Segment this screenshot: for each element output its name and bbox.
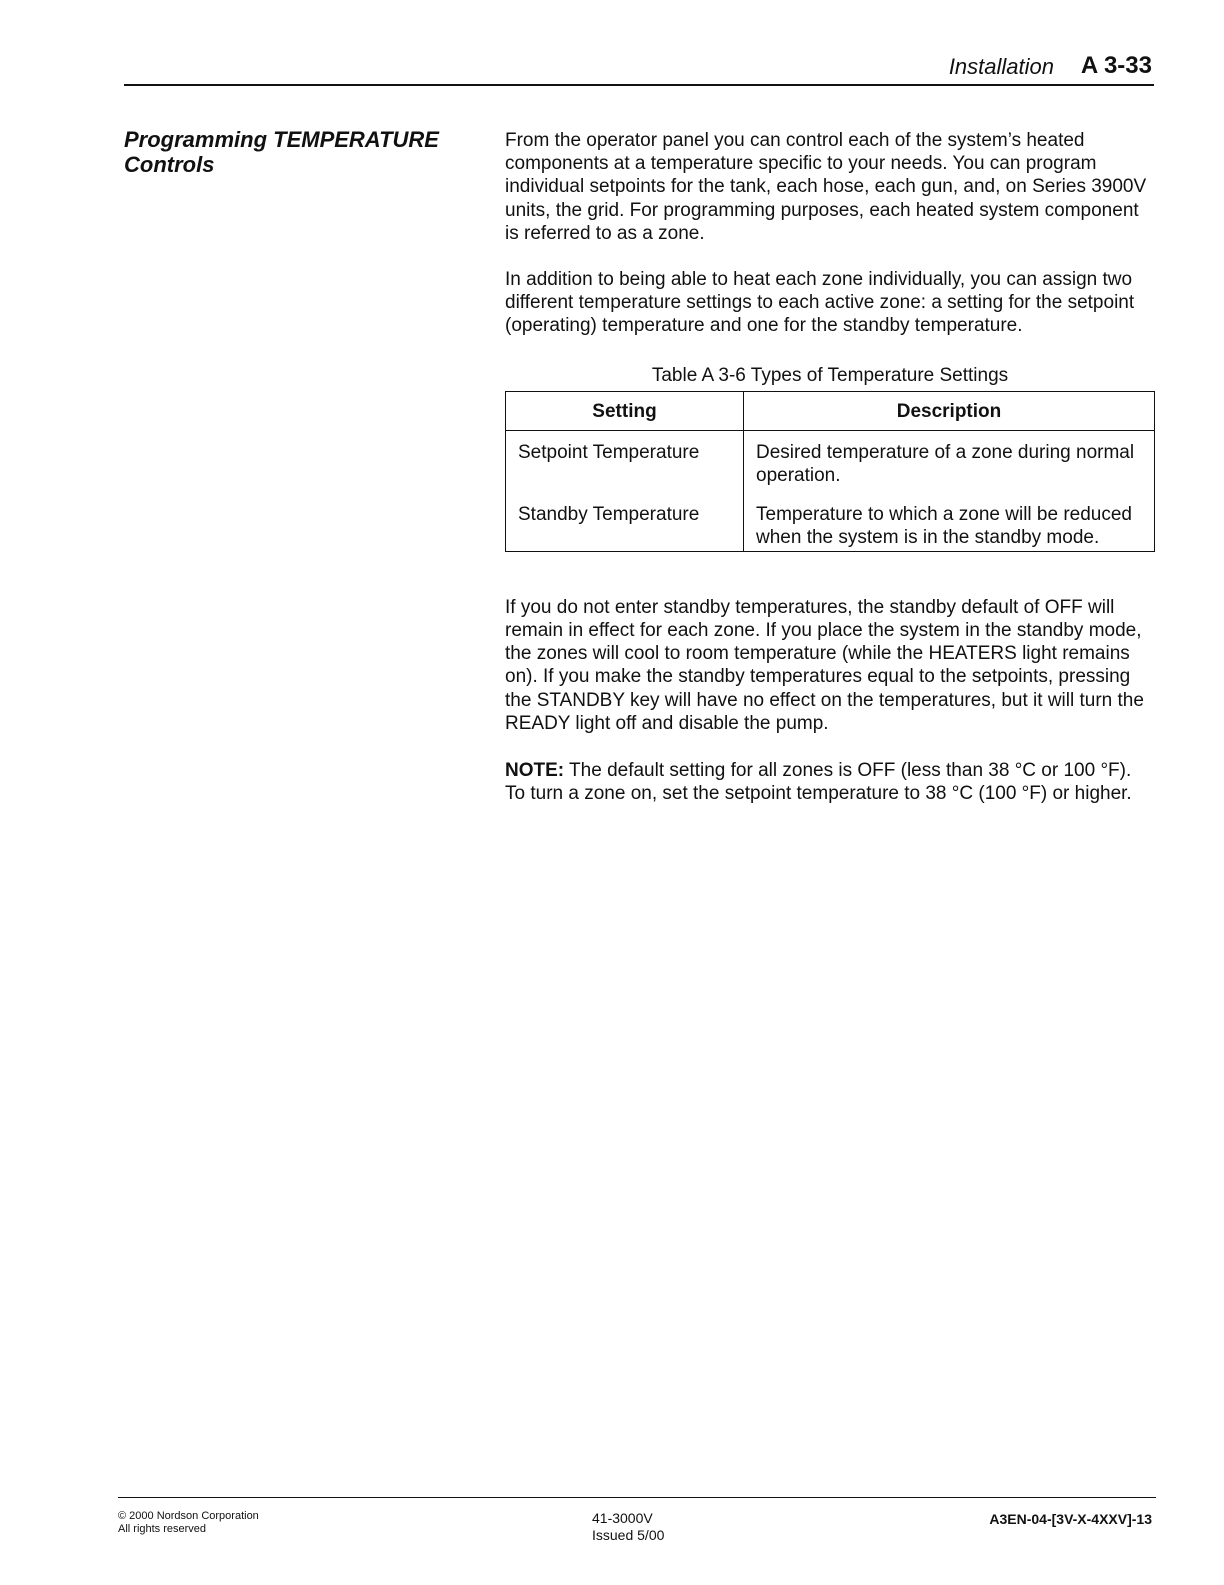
note-text: The default setting for all zones is OFF (less than 38 °C or 100 °F). To turn a zone on, set the setpoint temperature to 38 °C (100 °F) or higher. [505, 760, 1132, 805]
footer-doc-block [592, 1510, 664, 1544]
note-paragraph [505, 759, 1155, 805]
section-title-line1: Programming TEMPERATURE [124, 127, 439, 152]
table-cell-description: Desired temperature of a zone during normal operation. [756, 441, 1135, 486]
table-caption: Table A 3-6 Types of Temperature Settings [651, 364, 1009, 386]
footer-copyright: © 2000 Nordson Corporation [118, 1510, 259, 1522]
page-footer [118, 1497, 1156, 1548]
table-header-setting: Setting [506, 391, 744, 430]
header-page-number: A 3-33 [1080, 52, 1152, 79]
footer-issued: Issued 5/00 [592, 1527, 665, 1543]
temperature-settings-table [505, 391, 1155, 552]
table-row [506, 503, 1155, 552]
table-header-row [506, 391, 1155, 430]
standby-paragraph: If you do not enter standby temperatures, the standby default of OFF will remain in effect for each zone. If you place the system in the standby mode, the zones will cool to room temperature (while the HEATERS light remains on). If you make the standby temperatures equal to the setpoints, pressing the STANDBY key will have no effect on the temperatures, but it will turn the READY light off and disable the pump. [505, 596, 1144, 734]
footer-code: A3EN-04-[3V-X-4XXV]-13 [989, 1511, 1152, 1527]
section-title [124, 127, 464, 177]
note-label: NOTE: [505, 760, 565, 782]
settings-paragraph: In addition to being able to heat each zone individually, you can assign two different temperature settings to each active zone: a setting for the setpoint (operating) temperature and one for the standby temperature. [505, 269, 1135, 337]
footer-rights: All rights reserved [118, 1523, 207, 1535]
table-header-description: Description [744, 391, 1155, 430]
footer-copyright-block [118, 1510, 259, 1536]
intro-paragraph: From the operator panel you can control each of the system’s heated components at a temperature specific to your needs. You can program individual setpoints for the tank, each hose, each gun, and, on Series 3900V units, the grid. For programming purposes, each heated system component is referred to as a zone. [505, 130, 1147, 244]
table-cell-setting: Setpoint Temperature [506, 430, 744, 503]
main-content [505, 129, 1155, 805]
footer-doc-number: 41-3000V [592, 1510, 653, 1526]
table-cell-setting: Standby Temperature [506, 503, 744, 552]
page-header [124, 50, 1154, 86]
header-section-name: Installation [948, 54, 1054, 79]
table-row [506, 430, 1155, 503]
section-title-line2: Controls [124, 152, 215, 177]
table-cell-description: Temperature to which a zone will be reduced when the system is in the standby mode. [756, 503, 1132, 548]
